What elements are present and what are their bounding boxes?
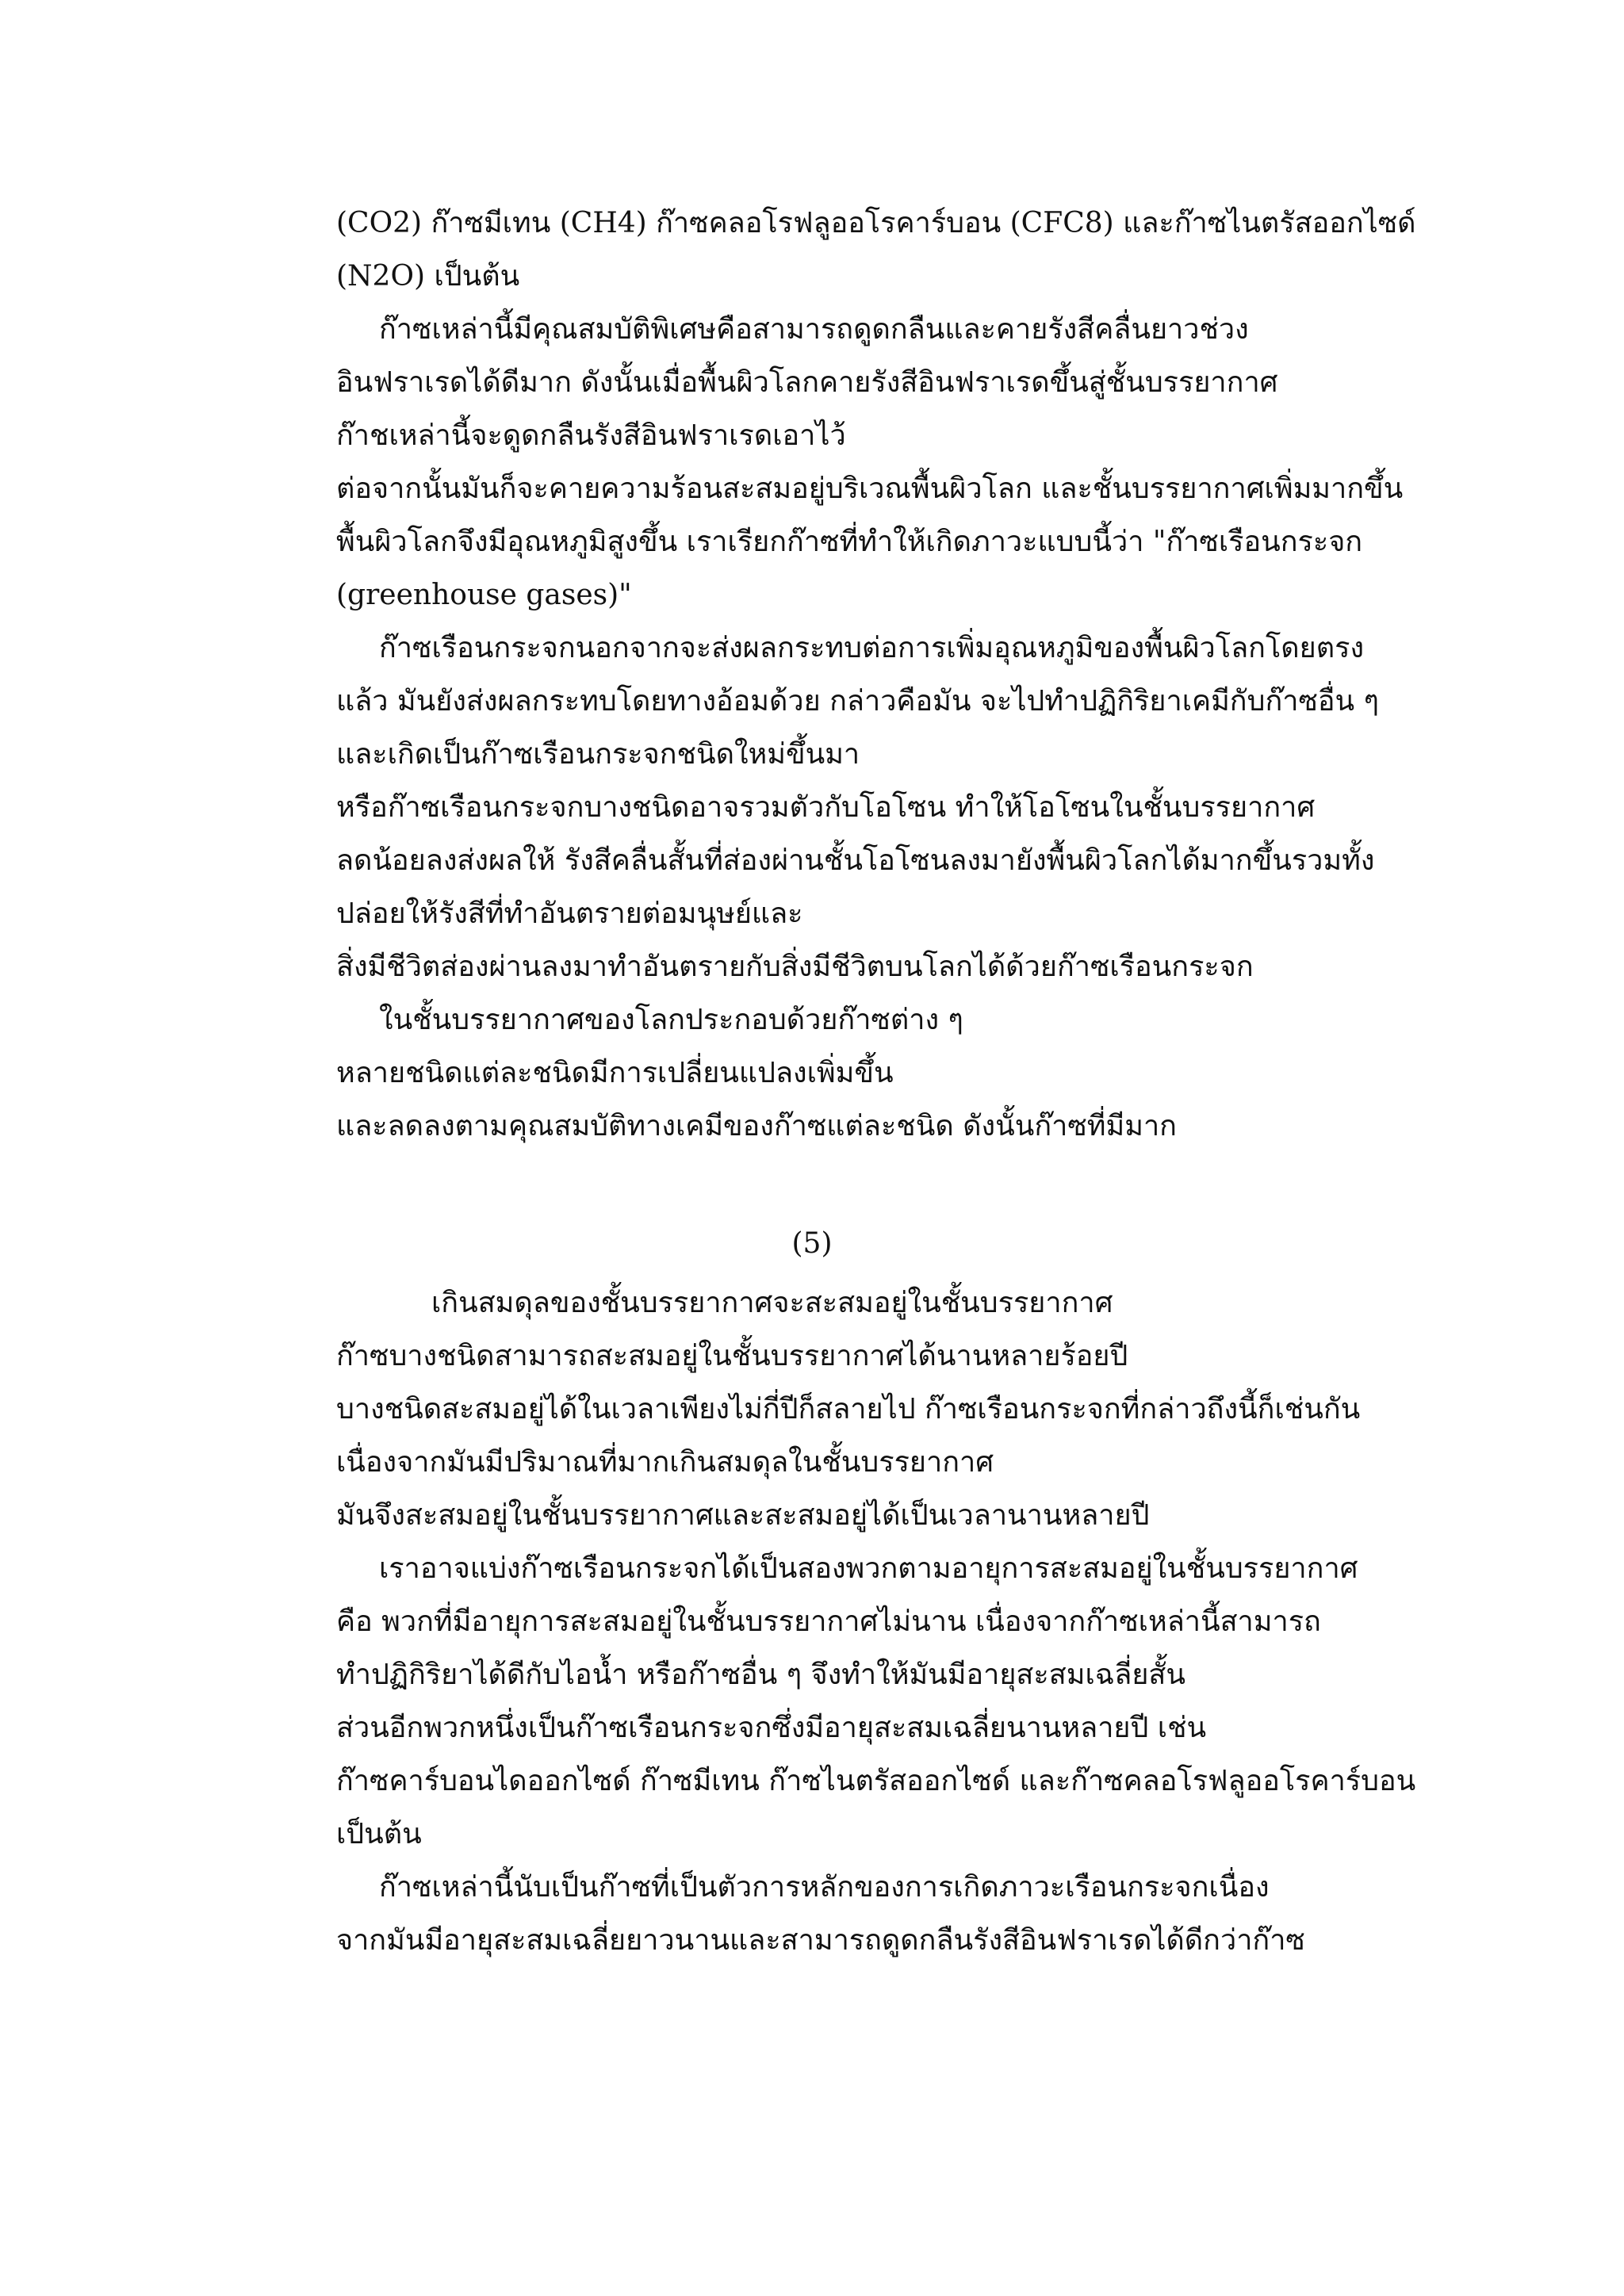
- text-line: บางชนิดสะสมอยู่ได้ในเวลาเพียงไม่กี่ปีก็สลายไป ก๊าซเรือนกระจกที่กล่าวถึงนี้ก็เช่นกัน: [336, 1393, 1361, 1425]
- text-line: ลดน้อยลงส่งผลให้ รังสีคลื่นสั้นที่ส่องผ่านชั้นโอโซนลงมายังพื้นผิวโลกได้มากขึ้นรวมทั้ง: [336, 844, 1375, 877]
- text-line: อินฟราเรดได้ดีมาก ดังนั้นเมื่อพื้นผิวโลกคายรังสีอินฟราเรดขึ้นสู่ชั้นบรรยากาศ: [336, 366, 1278, 399]
- text-line: หลายชนิดแต่ละชนิดมีการเปลี่ยนแปลงเพิ่มขึ้น: [336, 1057, 894, 1089]
- text-line: คือ พวกที่มีอายุการสะสมอยู่ในชั้นบรรยากาศไม่นาน เนื่องจากก๊าซเหล่านี้สามารถ: [336, 1605, 1321, 1638]
- text-line: เราอาจแบ่งก๊าซเรือนกระจกได้เป็นสองพวกตามอายุการสะสมอยู่ในชั้นบรรยากาศ: [379, 1552, 1358, 1585]
- text-line: ก๊าซเรือนกระจกนอกจากจะส่งผลกระทบต่อการเพิ่มอุณหภูมิของพื้นผิวโลกโดยตรง: [379, 632, 1365, 664]
- text-line: เนื่องจากมันมีปริมาณที่มากเกินสมดุลในชั้นบรรยากาศ: [336, 1446, 994, 1479]
- text-line: เป็นต้น: [336, 1818, 422, 1850]
- text-line: ต่อจากนั้นมันก็จะคายความร้อนสะสมอยู่บริเวณพื้นผิวโลก และชั้นบรรยากาศเพิ่มมากขึ้น: [336, 473, 1404, 505]
- text-line: สิ่งมีชีวิตส่องผ่านลงมาทำอันตรายกับสิ่งมีชีวิตบนโลกได้ด้วยก๊าซเรือนกระจก: [336, 951, 1254, 983]
- text-line: ทำปฏิกิริยาได้ดีกับไอน้ำ หรือก๊าซอื่น ๆ จึงทำให้มันมีอายุสะสมเฉลี่ยสั้น: [336, 1659, 1185, 1691]
- text-line: ส่วนอีกพวกหนึ่งเป็นก๊าซเรือนกระจกซึ่งมีอายุสะสมเฉลี่ยนานหลายปี เช่น: [336, 1712, 1207, 1744]
- text-line: และเกิดเป็นก๊าซเรือนกระจกชนิดใหม่ขึ้นมา: [336, 738, 860, 771]
- text-line: จากมันมีอายุสะสมเฉลี่ยยาวนานและสามารถดูดกลืนรังสีอินฟราเรดได้ดีกว่าก๊าซ: [336, 1924, 1305, 1957]
- text-line: (greenhouse gases)": [336, 579, 632, 611]
- text-line: ปล่อยให้รังสีที่ทำอันตรายต่อมนุษย์และ: [336, 897, 803, 930]
- text-line: ก๊าชเหล่านี้จะดูดกลืนรังสีอินฟราเรดเอาไว้: [336, 419, 846, 452]
- text-line: (N2O) เป็นต้น: [336, 260, 520, 293]
- body-text-bottom: [336, 1276, 1462, 1967]
- page-number: (5): [791, 1227, 833, 1260]
- text-line: ในชั้นบรรยากาศของโลกประกอบด้วยก๊าซต่าง ๆ: [379, 1004, 963, 1036]
- text-line: แล้ว มันยังส่งผลกระทบโดยทางอ้อมด้วย กล่าวคือมัน จะไปทำปฏิกิริยาเคมีกับก๊าซอื่น ๆ: [336, 685, 1379, 718]
- text-line: เกินสมดุลของชั้นบรรยากาศจะสะสมอยู่ในชั้นบรรยากาศ: [431, 1287, 1113, 1319]
- text-line: พื้นผิวโลกจึงมีอุณหภูมิสูงขึ้น เราเรียกก๊าซที่ทำให้เกิดภาวะแบบนี้ว่า "ก๊าซเรือนกระจก: [336, 526, 1363, 558]
- text-line: ก๊าซเหล่านี้นับเป็นก๊าซที่เป็นตัวการหลักของการเกิดภาวะเรือนกระจกเนื่อง: [379, 1871, 1270, 1904]
- text-line: (CO2) ก๊าซมีเทน (CH4) ก๊าซคลอโรฟลูออโรคาร์บอน (CFC8) และก๊าซไนตรัสออกไซด์: [336, 207, 1416, 239]
- body-text-top: [336, 197, 1462, 1153]
- text-line: และลดลงตามคุณสมบัติทางเคมีของก๊าซแต่ละชนิด ดังนั้นก๊าซที่มีมาก: [336, 1110, 1177, 1142]
- text-line: มันจึงสะสมอยู่ในชั้นบรรยากาศและสะสมอยู่ได้เป็นเวลานานหลายปี: [336, 1499, 1150, 1532]
- text-line: ก๊าซคาร์บอนไดออกไซด์ ก๊าซมีเทน ก๊าซไนตรัสออกไซด์ และก๊าซคลอโรฟลูออโรคาร์บอน: [336, 1765, 1416, 1797]
- text-line: ก๊าซเหล่านี้มีคุณสมบัติพิเศษคือสามารถดูดกลืนและคายรังสีคลื่นยาวช่วง: [379, 313, 1249, 346]
- text-line: หรือก๊าซเรือนกระจกบางชนิดอาจรวมตัวกับโอโซน ทำให้โอโซนในชั้นบรรยากาศ: [336, 791, 1316, 824]
- text-line: ก๊าซบางชนิดสามารถสะสมอยู่ในชั้นบรรยากาศได้นานหลายร้อยปี: [336, 1340, 1128, 1372]
